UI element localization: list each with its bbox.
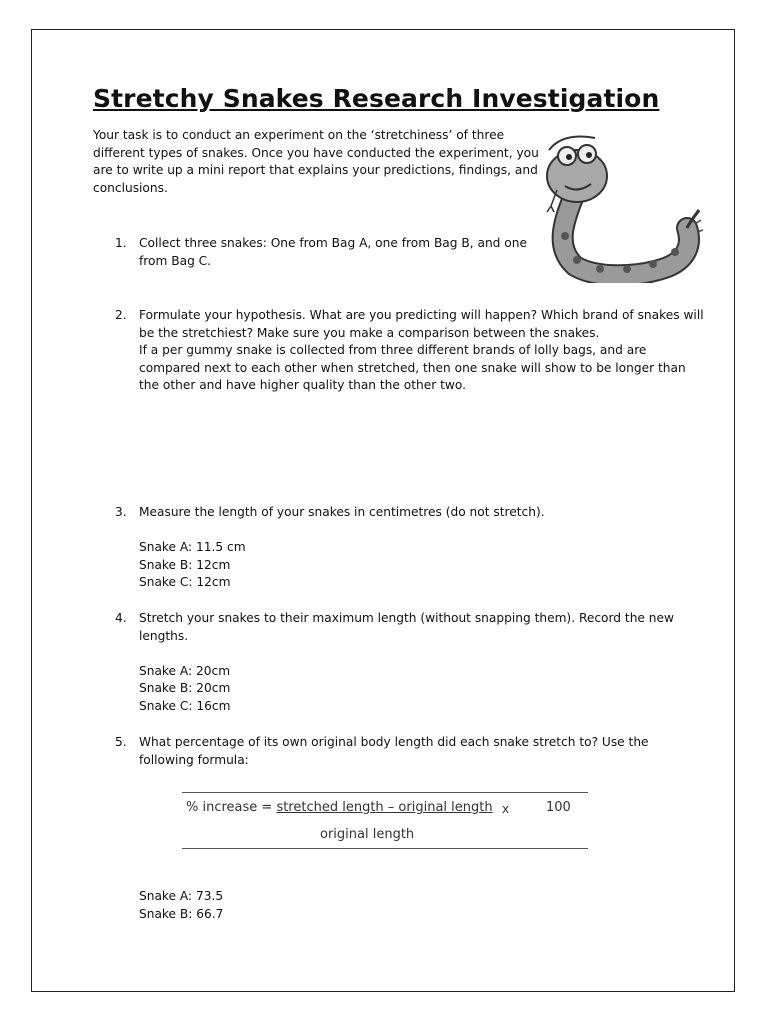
step-number: 1. (115, 236, 127, 250)
percent-increase-formula (182, 790, 588, 852)
step-number: 5. (115, 735, 127, 749)
formula-times: x (502, 802, 510, 816)
cartoon-snake-icon (535, 128, 705, 283)
step-text: following formula: (139, 752, 249, 767)
step-text: lengths. (139, 628, 189, 643)
step-number: 2. (115, 308, 127, 322)
step-text: Measure the length of your snakes in centimetres (do not stretch). (139, 505, 545, 519)
step-number: 4. (115, 611, 127, 625)
step-hypothesis-answer: If a per gummy snake is collected from three different brands of lolly bags, and are (139, 343, 647, 358)
intro-line: different types of snakes. Once you have conducted the experiment, you (93, 145, 539, 160)
document-title: Stretchy Snakes Research Investigation (93, 84, 660, 113)
formula-denominator: original length (320, 827, 415, 842)
intro-line: conclusions. (93, 180, 168, 195)
step-text: Stretch your snakes to their maximum length (without snapping them). Record the new (139, 611, 674, 625)
snake-stretched-length: Snake C: 16cm (139, 698, 231, 713)
step-text: be the stretchiest? Make sure you make a comparison between the snakes. (139, 325, 600, 340)
snake-length: Snake A: 11.5 cm (139, 540, 246, 555)
step-hypothesis-answer: compared next to each other when stretched, then one snake will show to be longer than (139, 360, 686, 375)
intro-line: are to write up a mini report that explains your predictions, findings, and (93, 163, 538, 178)
intro-line: Your task is to conduct an experiment on the ‘stretchiness’ of three (93, 128, 505, 142)
step-text: Formulate your hypothesis. What are you predicting will happen? Which brand of snakes will (139, 308, 704, 322)
formula-top-rule (182, 792, 588, 793)
formula-numerator: stretched length – original length (276, 800, 493, 815)
formula-multiplier: 100 (546, 800, 571, 815)
step-number: 3. (115, 505, 127, 519)
snake-length: Snake C: 12cm (139, 575, 231, 590)
step-text: What percentage of its own original body length did each snake stretch to? Use the (139, 735, 649, 749)
snake-result: Snake B: 66.7 (139, 906, 224, 921)
blank-line (139, 522, 545, 540)
step-text: Collect three snakes: One from Bag A, one from Bag B, and one (139, 236, 527, 250)
step-text: from Bag C. (139, 253, 212, 268)
formula-numerator-line (186, 800, 493, 815)
blank-line (139, 645, 674, 663)
snake-length: Snake B: 12cm (139, 557, 231, 572)
formula-lhs: % increase = (186, 800, 277, 815)
snake-stretched-length: Snake B: 20cm (139, 681, 231, 696)
intro-paragraph (93, 127, 539, 197)
step-hypothesis-answer: the other and have higher quality than the other two. (139, 378, 466, 393)
snake-stretched-length: Snake A: 20cm (139, 663, 231, 678)
formula-bottom-rule (182, 848, 588, 849)
snake-result: Snake A: 73.5 (139, 889, 224, 903)
